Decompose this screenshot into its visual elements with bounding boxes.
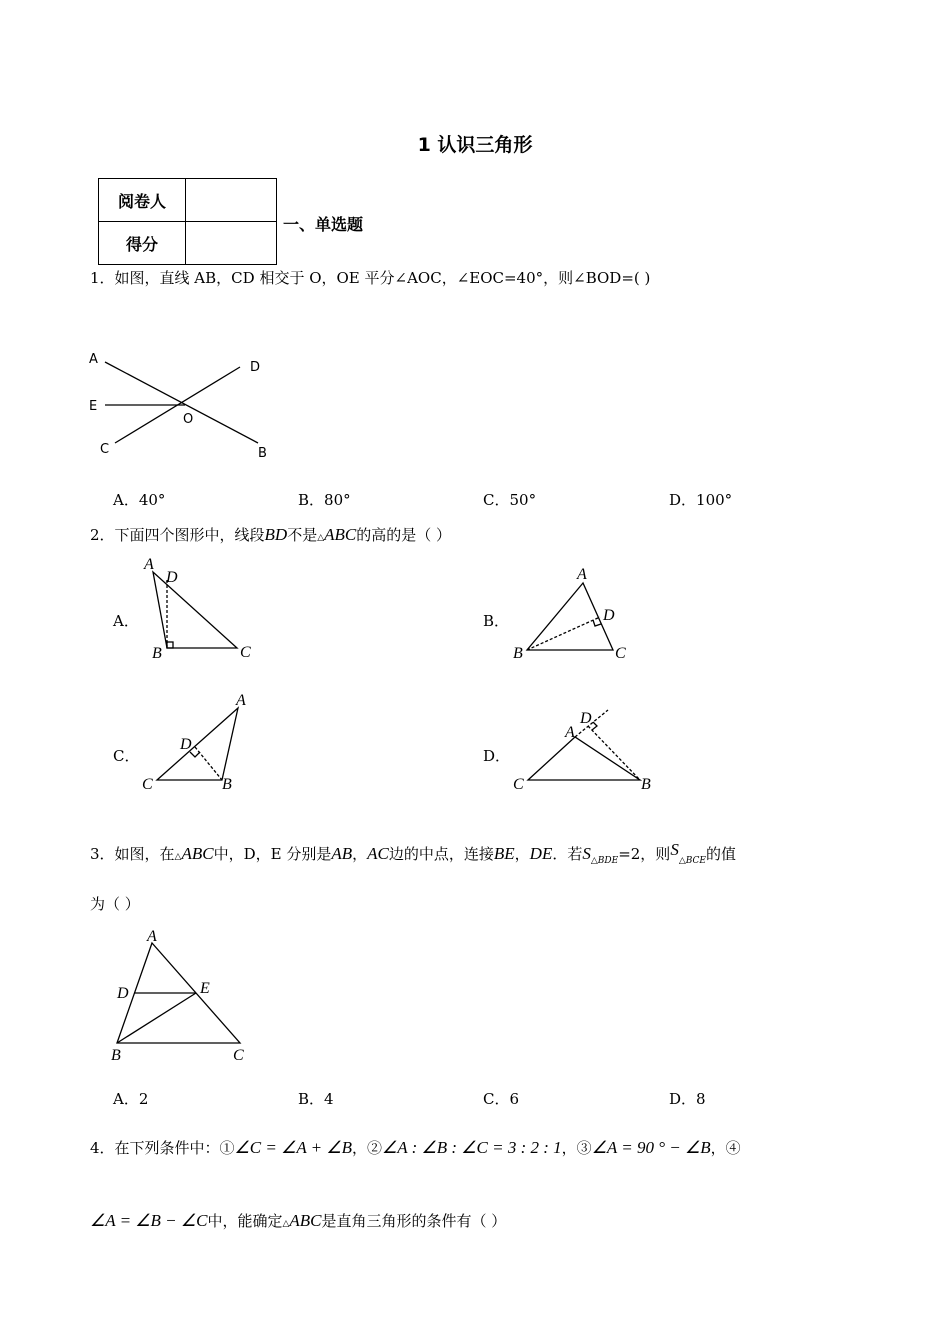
q3-eq: =2，则 [618,845,671,863]
q3-labels-B: B [111,1047,121,1064]
q4-c2: ∠A : ∠B : ∠C = 3 : 2 : 1 [382,1138,562,1157]
q4-l1a: 4．在下列条件中：① [90,1139,235,1157]
q2-mid: 不是 [287,526,318,544]
q2-option-b[interactable]: B． [483,612,510,630]
q2-labels-B: B [513,645,523,662]
q1-label-o: O [183,412,194,427]
q2d-figure [513,710,651,793]
q2-bd: BD [264,525,288,544]
q3-text-line2: 为（ ） [90,895,140,913]
q3-option-d[interactable]: D．8 [669,1090,706,1108]
q2-pre: 2．下面四个图形中，线段 [90,526,265,544]
q3-labels-A: A [147,928,157,945]
q1-option-a[interactable]: A．40° [113,491,166,509]
q4-l2a: 中，能确定 [207,1212,283,1230]
q3-l1c: 边的中点，连接 [388,845,494,863]
q4-tri: △ [282,1219,290,1229]
q2-labels-A: A [565,724,575,741]
q1-label-c: C [100,442,110,457]
q3-labels-C: C [233,1047,244,1064]
q2a-figure [143,556,251,662]
q2-labels-D: D [180,736,192,753]
q3-c2: ， [514,845,530,863]
q2-abc: ABC [324,525,357,544]
q3-l1b: 中，D，E 分别是 [213,845,332,863]
q2-option-d[interactable]: D． [483,747,511,765]
q2-labels-C: C [513,776,524,793]
q4-c3: ∠A = 90 ° − ∠B [591,1138,711,1157]
q1-option-d[interactable]: D．100° [669,491,733,509]
q3-labels-D: D [117,985,129,1002]
q2c-figure [142,692,246,793]
q1-label-e: E [89,399,98,414]
q2-labels-D: D [580,710,592,727]
q2-post: 的高的是（ ） [356,526,452,544]
q4-abc: ABC [289,1211,322,1230]
q3-sub1: △BDE [590,856,619,866]
q2-labels-A: A [236,692,246,709]
q3-option-b[interactable]: B．4 [298,1090,334,1108]
page-title: 1 认识三角形 [417,134,533,156]
q4-s2: ，③ [561,1139,592,1157]
q3-s: S [582,844,591,863]
q2-labels-D: D [603,607,615,624]
q1-option-c[interactable]: C．50° [483,491,537,509]
q1-text: 1．如图，直线 AB，CD 相交于 O，OE 平分∠AOC，∠EOC=40°，则∠BOD=( ) [90,269,651,287]
q3-l1a: 3．如图，在 [90,845,175,863]
q2-labels-B: B [222,776,232,793]
q2-option-a[interactable]: A． [113,612,139,630]
section-heading: 一、单选题 [283,215,364,234]
q3-sub2: △BCE [678,856,706,866]
score-label: 得分 [99,222,186,265]
q2-labels-D: D [166,569,178,586]
q1-figure [89,352,267,461]
q4-l2b: 是直角三角形的条件有（ ） [321,1212,507,1230]
q3-be: BE [493,844,515,863]
q2-labels-B: B [152,645,162,662]
q2-labels-A: A [144,556,154,573]
q3-s: S [670,840,679,859]
q1-label-b: B [258,446,267,461]
q2-labels-C: C [142,776,153,793]
q1-option-b[interactable]: B．80° [298,491,351,509]
q3-c1: ， [352,845,368,863]
q2-tri: △ [317,533,325,543]
q4-s1: ，② [352,1139,383,1157]
q4-c4: ∠A = ∠B − ∠C [90,1211,208,1230]
q3-ac: AC [367,844,389,863]
q3-l1e: 的值 [705,845,736,863]
q3-tri: △ [174,852,182,862]
q3-de: DE [529,844,553,863]
q3-option-a[interactable]: A．2 [113,1090,149,1108]
q2-labels-C: C [240,644,251,661]
q4-s3: ，④ [710,1139,741,1157]
reviewer-label: 阅卷人 [99,179,186,222]
q3-figure [111,928,244,1064]
q2-labels-B: B [641,776,651,793]
q2-labels-C: C [615,645,626,662]
q2-labels-A: A [577,566,587,583]
q4-c1: ∠C = ∠A + ∠B [234,1138,353,1157]
q1-label-d: D [250,360,261,375]
q3-labels-E: E [200,980,210,997]
q3-option-c[interactable]: C．6 [483,1090,520,1108]
q1-label-a: A [89,352,98,367]
q3-ab: AB [331,844,353,863]
q2b-figure [513,566,626,662]
q3-abc: ABC [181,844,214,863]
q2-option-c[interactable]: C． [113,747,140,765]
q3-l1d: ．若 [552,845,583,863]
